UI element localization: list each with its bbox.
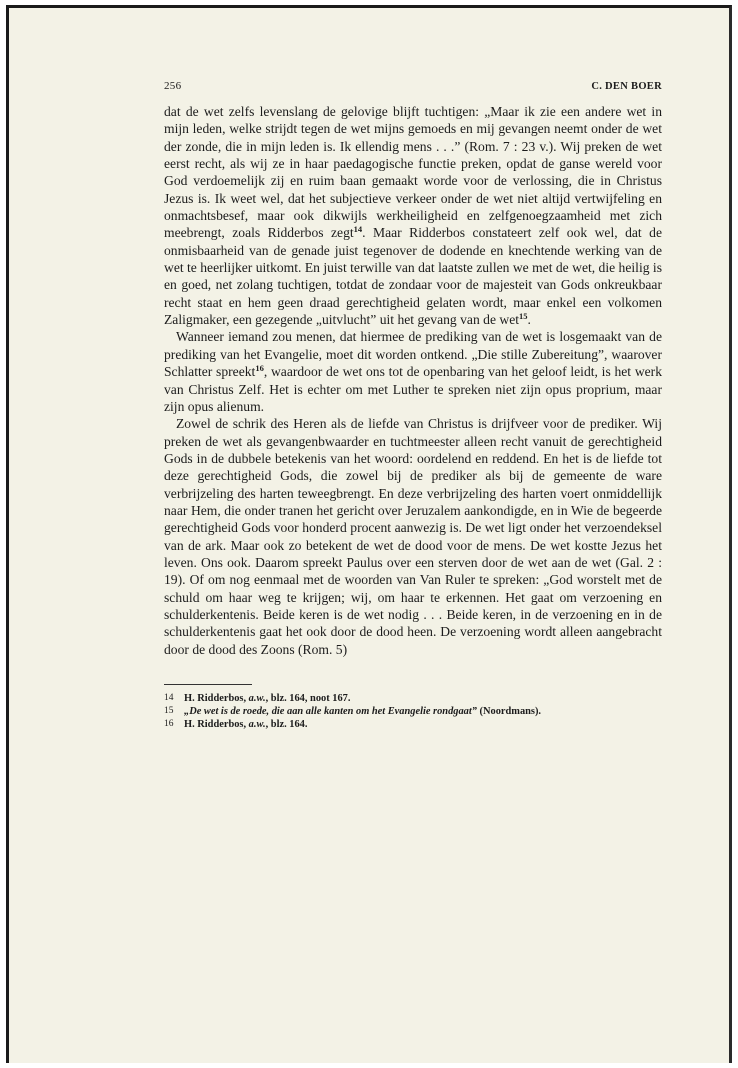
footnote-15: 15 „De wet is de roede, die aan alle kanten om het Evangelie rondgaat” (Noordmans). xyxy=(164,706,542,717)
footnotes xyxy=(164,692,662,731)
footnote-ref-15: 15 xyxy=(519,311,528,322)
paragraph-3: Zowel de schrik des Heren als de liefde van Christus is drijfveer voor de prediker. Wij preken de wet als gevangenbwaarder en tuchtmeester alleen recht vanuit de gerechtigheid Gods in de dubbele betekenis van het woord: oordelend en reddend. En het is de liefde tot deze gerechtigheid Gods, die zowel bij de prediker als bij de gemeente de ware verbrijzeling des harten teweegbrengt. En deze verbrijzeling des harten voert onmiddellijk naar Hem, die onder tranen het gericht over Jeruzalem aankondigde, en in Wie de begeerde gerechtigheid Gods voor honderd procent aanwezig is. De wet ligt onder het verzoendeksel van de ark. Maar ook zo betekent de wet de dood voor de mens. De wet kostte Jezus het leven. Ons ook. Daarom spreekt Paulus over een sterven door de wet aan de wet (Gal. 2 : 19). Of om nog eenmaal met de woorden van Van Ruler te spreken: „God worstelt met de schuld om haar weg te krijgen; wij, om haar te erkennen. Het gaat om verzoening en schulderkentenis. Beide keren is de wet nodig . . . Beide keren, in de verzoening en in de schulderkentenis gaat het ook door de dood heen. De verzoening wordt alleen aangebracht door de dood des Zoons (Rom. 5) xyxy=(164,416,662,657)
footnote-ref-14: 14 xyxy=(353,224,363,235)
paragraph-2: Wanneer iemand zou menen, dat hiermee de prediking van de wet is losgemaakt van de prediking van het Evangelie, moet dit worden ontkend. „Die stille Zubereitung”, waarover Schlatter spreekt$^{16}$, waardoor de wet ons tot de openbaring van het geloof leidt, is het werk van Christus Zelf. Het is echter om met Luther te spreken niet zijn opus proprium, maar zijn opus alienum. xyxy=(164,329,663,414)
footnote-16: 16 H. Ridderbos, a.w., blz. 164. xyxy=(164,719,308,730)
running-head xyxy=(164,80,662,92)
body-text xyxy=(164,103,662,658)
paragraph-1: dat de wet zelfs levenslang de gelovige blijft tuchtigen: „Maar ik zie een andere wet in mijn leden, welke strijdt tegen de wet mijns gemoeds en mij gevangen neemt onder de wet der zonde, die in mijn leden is. Ik ellendig mens . . .” (Rom. 7 : 23 v.). Wij preken de wet eerst recht, als wij ze in haar paedagogische functie preken, opdat de ganse wereld voor God verdoemelijk zij en ruim baan gemaakt worde voor de verlossing, die in Christus Jezus is. Ik weet wel, dat het subjectieve verkeer onder de wet niet altijd vertwijfeling en onmachtsbesef, maar ook dikwijls werkheiligheid en zelfgenoegzaamheid met zich meebrengt, zoals Ridderbos zegt$^{14}$. Maar Ridderbos constateert zelf ook wel, dat de onmisbaarheid van de genade juist tegenover de dodende en knechtende werking van de wet te heerlijker uitkomt. En juist terwille van dat laatste zullen we met de wet, die heilig is en goed, net zolang tuchtigen, totdat de zondaar voor de majesteit van Gods onkreukbaar recht staat en hem geen draad gerechtigheid gelaten wordt, maar enkel een volkomen Zaligmaker, een gezegende „uitvlucht” uit het gevang van de wet$^{15}$. xyxy=(164,104,663,328)
footnote-rule xyxy=(164,684,252,685)
page-number: 256 xyxy=(164,80,182,92)
footnote-ref-16: 16 xyxy=(255,363,264,374)
footnote-14: 14 H. Ridderbos, a.w., blz. 164, noot 167. xyxy=(164,693,351,704)
running-head-author: C. DEN BOER xyxy=(591,81,662,92)
book-page xyxy=(164,80,662,731)
